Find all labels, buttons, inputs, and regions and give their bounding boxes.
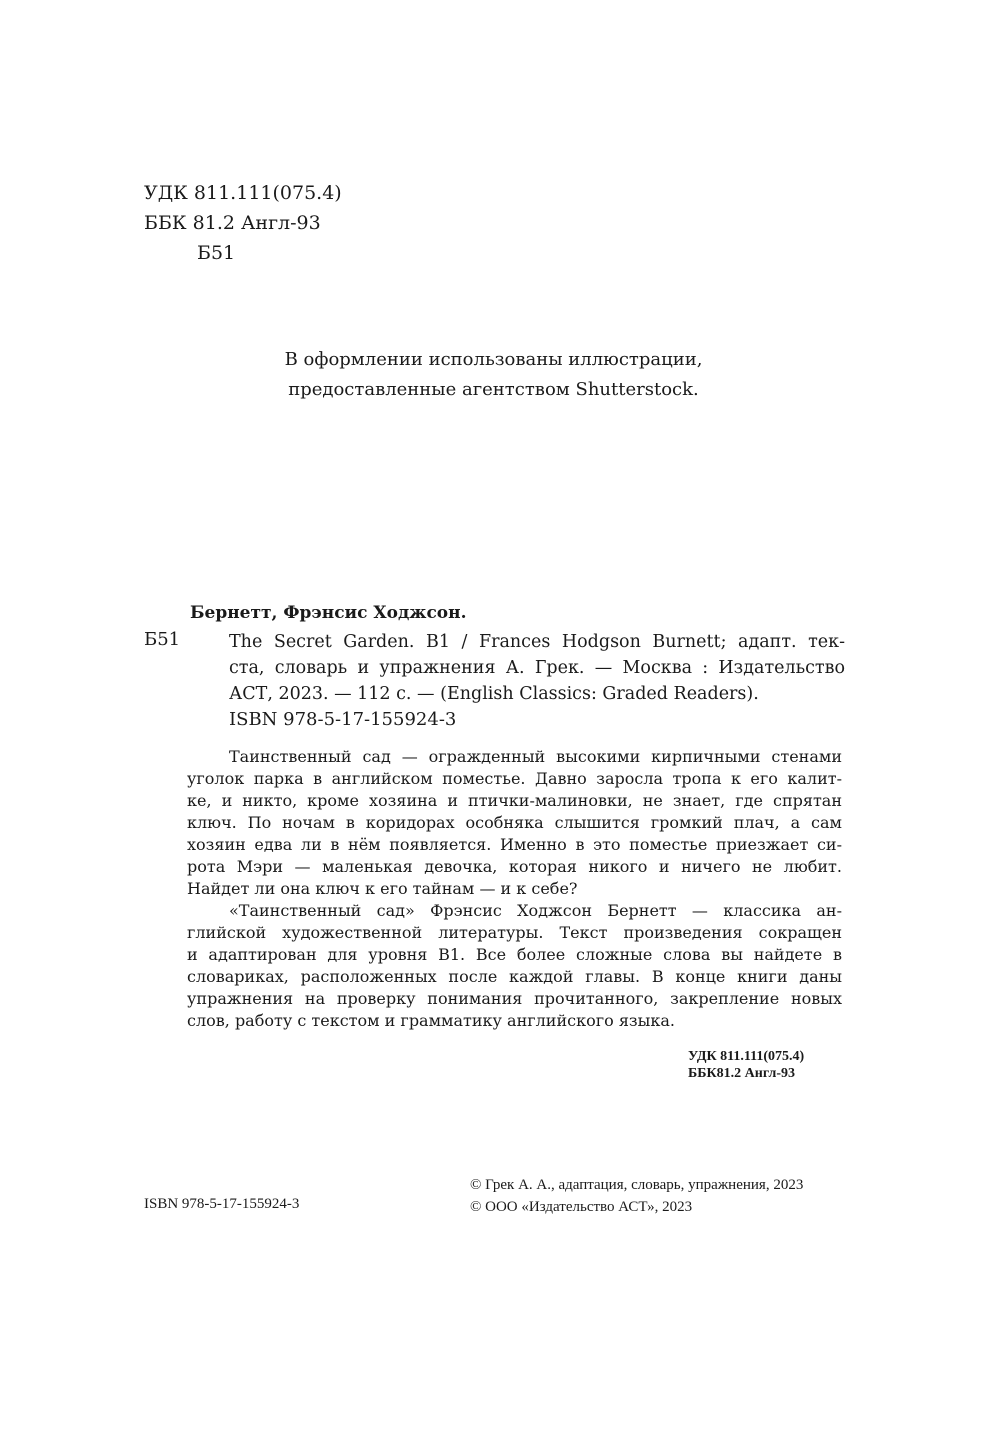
author-heading: Бернетт, Фрэнсис Ходжсон. [190, 603, 467, 623]
bibliographic-description [229, 629, 845, 707]
isbn-number: ISBN 978-5-17-155924-3 [229, 709, 457, 730]
illustration-credit [0, 345, 987, 405]
copyright-notice [470, 1174, 803, 1218]
annotation-line: слов, работу с текстом и грамматику английского языка. [187, 1011, 675, 1030]
description-line: The Secret Garden. B1 / Frances Hodgson Burnett; адапт. тек- [229, 632, 845, 652]
bbk-code: ББК 81.2 Англ-93 [144, 212, 321, 234]
description-line: АСТ, 2023. — 112 с. — (English Classics: Graded Readers). [229, 684, 759, 704]
annotation-line: Таинственный сад — огражденный высокими кирпичными стенами [229, 747, 842, 766]
classification-block [144, 178, 342, 268]
annotation-line: глийской художественной литературы. Текст произведения сокращен [187, 923, 842, 942]
annotation-line: «Таинственный сад» Фрэнсис Ходжсон Бернетт — классика ан- [229, 901, 842, 920]
annotation-line: ке, и никто, кроме хозяина и птички-малиновки, не знает, где спрятан [187, 791, 842, 810]
bottom-udk-code: УДК 811.111(075.4) [688, 1049, 805, 1064]
annotation [187, 746, 842, 1032]
illustration-credit-line: В оформлении использованы иллюстрации, [284, 349, 703, 370]
copyright-line: © ООО «Издательство АСТ», 2023 [470, 1199, 693, 1215]
annotation-line: хозяин едва ли в нём появляется. Именно в это поместье приезжает си- [187, 835, 842, 854]
author-sign-code: Б51 [197, 242, 236, 264]
annotation-line: рота Мэри — маленькая девочка, которая никого и ничего не любит. [187, 857, 842, 876]
annotation-line: упражнения на проверку понимания прочитанного, закрепление новых [187, 989, 842, 1008]
bottom-classification [688, 1048, 804, 1082]
author-sign: Б51 [144, 629, 181, 650]
udk-code: УДК 811.111(075.4) [144, 182, 342, 204]
annotation-line: и адаптирован для уровня B1. Все более сложные слова вы найдете в [187, 945, 842, 964]
bottom-bbk-code: ББК81.2 Англ-93 [688, 1066, 796, 1081]
illustration-credit-line: предоставленные агентством Shutterstock. [288, 379, 699, 400]
copyright-line: © Грек А. А., адаптация, словарь, упражнения, 2023 [470, 1177, 804, 1193]
annotation-line: уголок парка в английском поместье. Давно заросла тропа к его калит- [187, 769, 842, 788]
footer-isbn: ISBN 978-5-17-155924-3 [144, 1196, 300, 1212]
annotation-line: словариках, расположенных после каждой главы. В конце книги даны [187, 967, 842, 986]
annotation-line: ключ. По ночам в коридорах особняка слышится громкий плач, а сам [187, 813, 842, 832]
description-line: ста, словарь и упражнения А. Грек. — Москва : Издательство [229, 658, 845, 678]
annotation-line: Найдет ли она ключ к его тайнам — и к себе? [187, 879, 578, 898]
